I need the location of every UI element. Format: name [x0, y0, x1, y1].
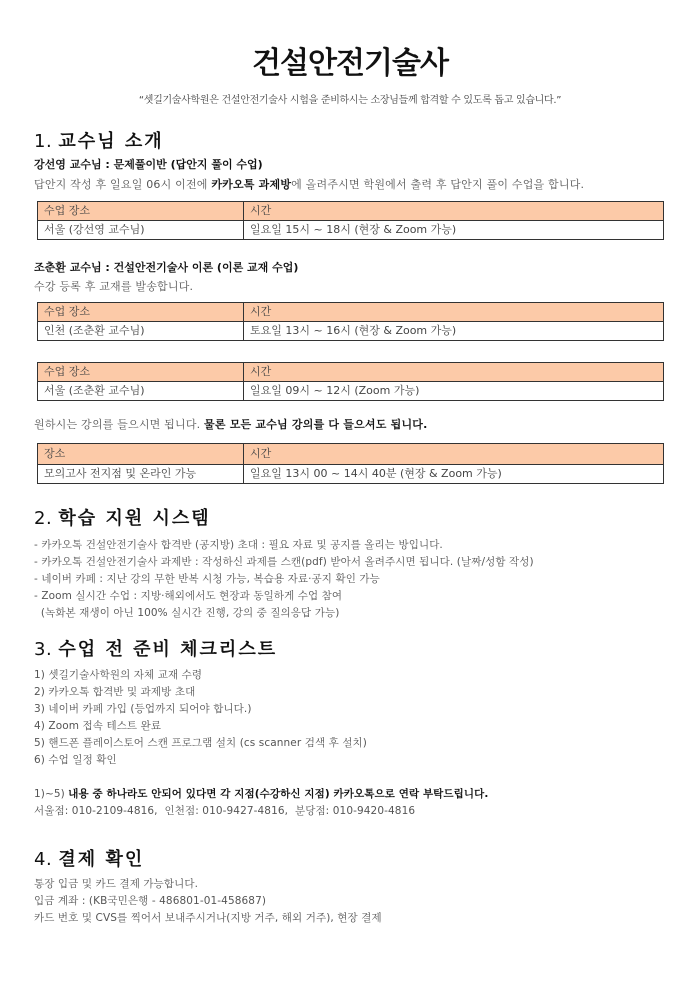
note-text: 원하시는 강의를 들으시면 됩니다.	[34, 418, 205, 431]
professor1-description	[34, 178, 584, 192]
support-item: - 카카오톡 건설안전기술사 합격반 (공지방) 초대 : 필요 자료 및 공지를 올리는 방입니다.	[34, 539, 443, 551]
table-header-cell: 장소	[38, 444, 244, 465]
note-bold-text: 물론 모든 교수님 강의를 다 들으셔도 됩니다.	[204, 418, 428, 431]
table-header-row	[38, 202, 664, 221]
notice-prefix: 1)~5)	[34, 788, 69, 800]
professor1-schedule-table	[37, 201, 664, 240]
checklist-item: 2) 카카오톡 합격반 및 과제방 초대	[34, 686, 196, 698]
professor2-seoul-table	[37, 362, 664, 401]
desc-text: 에 올려주시면 학원에서 출력 후 답안지 풀이 수업을 합니다.	[291, 178, 585, 191]
document-subtitle: “셋길기술사학원은 건설안전기술사 시험을 준비하시는 소장님들께 합격할 수 있도록 돕고 있습니다.”	[138, 95, 562, 106]
table-header-row	[38, 363, 664, 382]
table-header-row	[38, 303, 664, 322]
table-header-cell: 시간	[244, 363, 664, 382]
checklist-item: 5) 핸드폰 플레이스토어 스캔 프로그램 설치 (cs scanner 검색 후 설치)	[34, 737, 367, 749]
table-cell: 서울 (강선영 교수님)	[38, 221, 244, 240]
section3-number: 3.	[34, 639, 53, 660]
support-item: (녹화본 재생이 아닌 100% 실시간 진행, 강의 중 질의응답 가능)	[34, 607, 340, 619]
section4-title: 결제 확인	[58, 849, 145, 870]
desc-bold-text: 카카오톡 과제방	[211, 178, 292, 191]
table-cell: 일요일 09시 ~ 12시 (Zoom 가능)	[244, 382, 664, 401]
table-header-row	[38, 444, 664, 465]
bank-account-line: 입금 계좌 : (KB국민은행 - 486801-01-458687)	[34, 895, 267, 907]
table-header-cell: 시간	[244, 444, 664, 465]
table-cell: 모의고사 전지점 및 온라인 가능	[38, 465, 244, 484]
professor1-subheading: 강선영 교수님 : 문제풀이반 (답안지 풀이 수업)	[34, 158, 263, 171]
table-header-cell: 시간	[244, 202, 664, 221]
section2-number: 2.	[34, 508, 53, 529]
card-payment-line: 카드 번호 및 CVS를 찍어서 보내주시거나(지방 거주, 해외 거주), 현장 결제	[34, 912, 382, 924]
notice-bold-text: 내용 중 하나라도 안되어 있다면 각 지점(수강하신 지점) 카카오톡으로 연락 부탁드립니다.	[68, 788, 489, 800]
checklist-item: 4) Zoom 접속 테스트 완료	[34, 720, 162, 732]
professor2-incheon-table	[37, 302, 664, 341]
section1-heading	[34, 131, 164, 153]
table-row	[38, 382, 664, 401]
section2-title: 학습 지원 시스템	[58, 508, 211, 529]
document-title: 건설안전기술사	[252, 46, 448, 81]
table-header-cell: 수업 장소	[38, 202, 244, 221]
mock-exam-table	[37, 443, 664, 484]
professor2-subheading: 조춘환 교수님 : 건설안전기술사 이론 (이론 교재 수업)	[34, 261, 299, 274]
section2-heading	[34, 508, 211, 530]
support-item: - 네이버 카페 : 지난 강의 무한 반복 시청 가능, 복습용 자료·공지 확인 가능	[34, 573, 380, 585]
section3-heading	[34, 639, 277, 661]
lecture-note	[34, 418, 427, 432]
table-cell: 서울 (조춘환 교수님)	[38, 382, 244, 401]
section4-heading	[34, 849, 144, 871]
support-item: - 카카오톡 건설안전기술사 과제반 : 작성하신 과제를 스캔(pdf) 받아서 올려주시면 됩니다. (날짜/성함 작성)	[34, 556, 534, 568]
support-item: - Zoom 실시간 수업 : 지방·해외에서도 현장과 동일하게 수업 참여	[34, 590, 343, 602]
table-header-cell: 수업 장소	[38, 363, 244, 382]
professor2-description: 수강 등록 후 교재를 발송합니다.	[34, 280, 194, 293]
checklist-item: 3) 네이버 카페 가입 (등업까지 되어야 합니다.)	[34, 703, 252, 715]
checklist-item: 6) 수업 일정 확인	[34, 754, 117, 766]
table-row	[38, 465, 664, 484]
section4-number: 4.	[34, 849, 53, 870]
payment-line: 통장 입금 및 카드 결제 가능합니다.	[34, 878, 199, 890]
table-row	[38, 322, 664, 341]
section3-title: 수업 전 준비 체크리스트	[58, 639, 278, 660]
table-cell: 일요일 15시 ~ 18시 (현장 & Zoom 가능)	[244, 221, 664, 240]
table-header-cell: 수업 장소	[38, 303, 244, 322]
desc-text: 답안지 작성 후 일요일 06시 이전에	[34, 178, 212, 191]
branch-contacts: 서울점: 010-2109-4816, 인천점: 010-9427-4816, 분당점: 010-9420-4816	[34, 805, 416, 817]
table-row	[38, 221, 664, 240]
table-cell: 일요일 13시 00 ~ 14시 40분 (현장 & Zoom 가능)	[244, 465, 664, 484]
checklist-notice	[34, 787, 489, 801]
section1-title: 교수님 소개	[58, 131, 164, 152]
section1-number: 1.	[34, 131, 53, 152]
table-cell: 토요일 13시 ~ 16시 (현장 & Zoom 가능)	[244, 322, 664, 341]
table-header-cell: 시간	[244, 303, 664, 322]
checklist-item: 1) 셋길기술사학원의 자체 교재 수령	[34, 669, 203, 681]
table-cell: 인천 (조춘환 교수님)	[38, 322, 244, 341]
